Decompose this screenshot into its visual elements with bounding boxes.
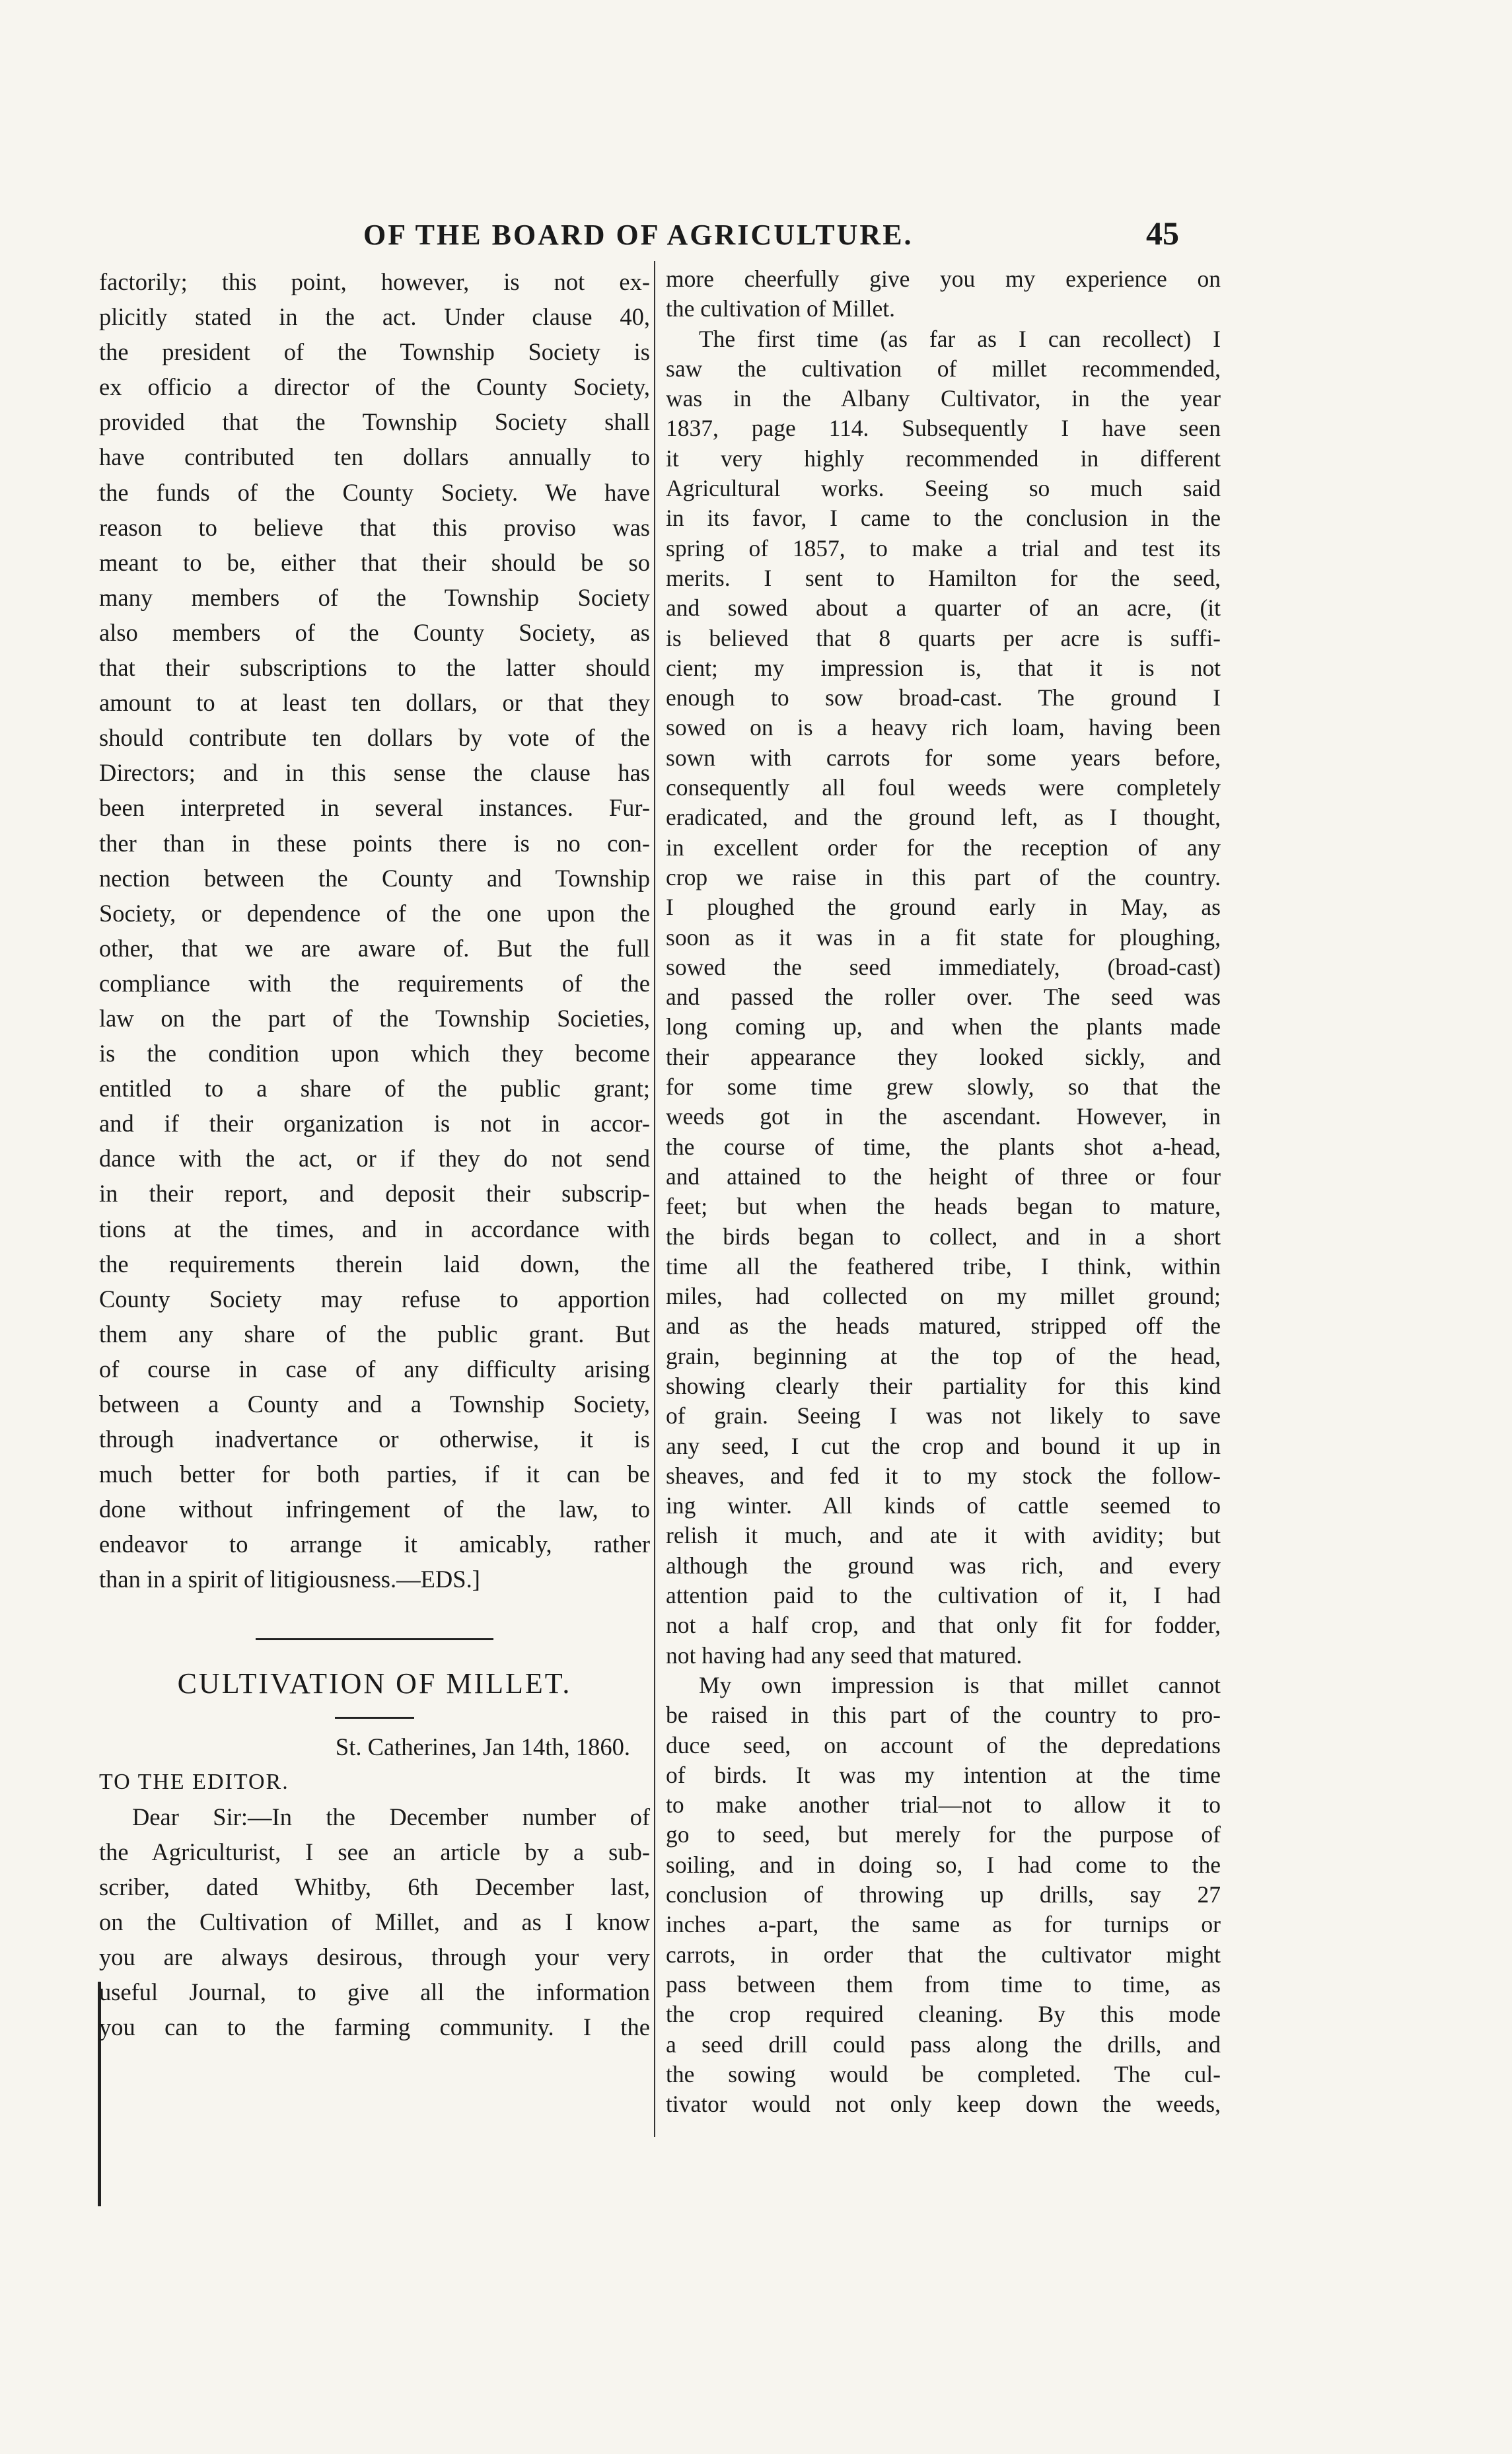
text-line: duce seed, on account of the depredations [666, 1731, 1221, 1758]
text-line: time all the feathered tribe, I think, within [666, 1252, 1221, 1280]
letter-body [99, 1799, 650, 2045]
text-line: My own impression is that millet cannot [699, 1671, 1221, 1698]
text-line: the crop required cleaning. By this mode [666, 2001, 1221, 2028]
text-line: than in a spirit of litigiousness.—EDS.] [99, 1566, 480, 1593]
text-line: in excellent order for the reception of any [666, 834, 1221, 861]
text-line: sown with carrots for some years before, [666, 744, 1221, 771]
section-divider [256, 1638, 493, 1640]
text-line: their appearance they looked sickly, and [666, 1043, 1221, 1070]
text-line: entitled to a share of the public grant; [99, 1075, 650, 1102]
text-line: the birds began to collect, and in a short [666, 1223, 1221, 1250]
text-line: tivator would not only keep down the weeds, [666, 2091, 1221, 2118]
text-line: should contribute ten dollars by vote of the [99, 724, 650, 752]
text-line: the requirements therein laid down, the [99, 1250, 650, 1278]
right-column [666, 264, 1221, 2119]
text-line: of grain. Seeing I was not likely to save [666, 1402, 1221, 1429]
text-line: soiling, and in doing so, I had come to the [666, 1851, 1221, 1878]
text-line: much better for both parties, if it can be [99, 1461, 650, 1488]
text-line: been interpreted in several instances. Fur- [99, 794, 650, 822]
text-line: grain, beginning at the top of the head, [666, 1342, 1221, 1369]
text-line: be raised in this part of the country to pro- [666, 1702, 1221, 1729]
text-line: law on the part of the Township Societies, [99, 1004, 650, 1032]
text-line: pass between them from time to time, as [666, 1970, 1221, 1998]
text-line: dance with the act, or if they do not send [99, 1145, 650, 1173]
text-line: the president of the Township Society is [99, 338, 650, 366]
text-line: compliance with the requirements of the [99, 969, 650, 997]
text-line: useful Journal, to give all the information [99, 1978, 650, 2006]
text-line: nection between the County and Township [99, 864, 650, 892]
text-line: soon as it was in a fit state for ploughing, [666, 923, 1221, 951]
text-line: them any share of the public grant. But [99, 1320, 650, 1348]
text-line: merits. I sent to Hamilton for the seed, [666, 564, 1221, 591]
text-line: crop we raise in this part of the country. [666, 863, 1221, 890]
text-line: not a half crop, and that only fit for fodder, [666, 1612, 1221, 1639]
left-column [99, 264, 650, 2044]
text-line: sowed on is a heavy rich loam, having been [666, 714, 1221, 741]
text-line: endeavor to arrange it amicably, rather [99, 1531, 650, 1558]
text-line: also members of the County Society, as [99, 618, 650, 646]
text-line: spring of 1857, to make a trial and test its [666, 534, 1221, 561]
dateline: St. Catherines, Jan 14th, 1860. [335, 1733, 630, 1760]
text-line: other, that we are aware of. But the full [99, 934, 650, 962]
text-line: inches a-part, the same as for turnips or [666, 1911, 1221, 1938]
text-line: conclusion of throwing up drills, say 27 [666, 1881, 1221, 1908]
text-line: weeds got in the ascendant. However, in [666, 1103, 1221, 1130]
text-line: many members of the Township Society [99, 583, 650, 611]
letter-continuation [666, 264, 1221, 2119]
text-line: the cultivation of Millet. [666, 295, 896, 322]
text-line: you can to the farming community. I the [99, 2013, 650, 2041]
text-line: not having had any seed that matured. [666, 1642, 1023, 1669]
text-line: and sowed about a quarter of an acre, (it [666, 595, 1221, 622]
text-line: that their subscriptions to the latter should [99, 654, 650, 682]
text-line: consequently all foul weeds were completely [666, 774, 1221, 801]
text-line: provided that the Township Society shall [99, 408, 650, 436]
text-line: to make another trial—not to allow it to [666, 1791, 1221, 1819]
text-line: you are always desirous, through your very [99, 1943, 650, 1971]
text-line: Society, or dependence of the one upon the [99, 899, 650, 927]
page-number: 45 [1146, 215, 1179, 252]
text-line: is the condition upon which they become [99, 1040, 650, 1067]
text-line: go to seed, but merely for the purpose of [666, 1821, 1221, 1848]
editorial-note [99, 264, 650, 1597]
text-line: amount to at least ten dollars, or that they [99, 689, 650, 717]
text-line: of course in case of any difficulty arising [99, 1355, 650, 1383]
salutation: TO THE EDITOR. [99, 1769, 289, 1794]
text-line: of birds. It was my intention at the time [666, 1761, 1221, 1788]
text-line: County Society may refuse to apportion [99, 1285, 650, 1313]
text-line: the Agriculturist, I see an article by a sub- [99, 1838, 650, 1865]
text-line: cient; my impression is, that it is not [666, 654, 1221, 681]
text-line: any seed, I cut the crop and bound it up in [666, 1432, 1221, 1459]
text-line: miles, had collected on my millet ground; [666, 1283, 1221, 1310]
text-line: reason to believe that this proviso was [99, 513, 650, 541]
text-line: is believed that 8 quarts per acre is suffi- [666, 624, 1221, 651]
text-line: saw the cultivation of millet recommended, [666, 355, 1221, 382]
text-line: more cheerfully give you my experience on [666, 266, 1221, 292]
text-line: and if their organization is not in accor- [99, 1110, 650, 1137]
text-line: on the Cultivation of Millet, and as I know [99, 1908, 650, 1936]
text-line: done without infringement of the law, to [99, 1496, 650, 1523]
text-line: showing clearly their partiality for this kind [666, 1372, 1221, 1399]
title-rule [335, 1717, 414, 1719]
text-line: long coming up, and when the plants made [666, 1013, 1221, 1040]
text-line: through inadvertance or otherwise, it is [99, 1425, 650, 1453]
text-line: relish it much, and ate it with avidity; but [666, 1522, 1221, 1549]
text-line: eradicated, and the ground left, as I thought, [666, 804, 1221, 831]
text-line: sheaves, and fed it to my stock the follow- [666, 1462, 1221, 1489]
text-line: it very highly recommended in different [666, 445, 1221, 472]
text-line: the course of time, the plants shot a-head, [666, 1133, 1221, 1160]
text-line: was in the Albany Cultivator, in the year [666, 385, 1221, 412]
text-line: and passed the roller over. The seed was [666, 984, 1221, 1011]
text-line: The first time (as far as I can recollect) I [699, 325, 1221, 352]
text-line: and as the heads matured, stripped off the [666, 1313, 1221, 1340]
article-title: CULTIVATION OF MILLET. [177, 1667, 572, 1700]
text-line: plicitly stated in the act. Under clause 40, [99, 303, 650, 331]
running-head: OF THE BOARD OF AGRICULTURE. [363, 219, 914, 251]
text-line: I ploughed the ground early in May, as [666, 894, 1221, 921]
text-line: factorily; this point, however, is not ex- [99, 268, 650, 295]
text-line: Agricultural works. Seeing so much said [666, 475, 1221, 502]
text-line: meant to be, either that their should be so [99, 548, 650, 576]
text-line: the funds of the County Society. We have [99, 478, 650, 506]
text-line: 1837, page 114. Subsequently I have seen [666, 415, 1221, 442]
column-divider [654, 261, 655, 2137]
text-line: sowed the seed immediately, (broad-cast) [666, 953, 1221, 980]
text-line: between a County and a Township Society, [99, 1390, 650, 1418]
text-line: the sowing would be completed. The cul- [666, 2060, 1221, 2087]
text-line: carrots, in order that the cultivator might [666, 1941, 1221, 1968]
text-line: for some time grew slowly, so that the [666, 1073, 1221, 1101]
text-line: ex officio a director of the County Society, [99, 373, 650, 401]
text-line: although the ground was rich, and every [666, 1552, 1221, 1579]
text-line: in its favor, I came to the conclusion in the [666, 505, 1221, 532]
text-line: tions at the times, and in accordance with [99, 1215, 650, 1243]
text-line: a seed drill could pass along the drills, and [666, 2031, 1221, 2058]
text-line: scriber, dated Whitby, 6th December last, [99, 1873, 650, 1900]
text-line: have contributed ten dollars annually to [99, 443, 650, 471]
text-line: in their report, and deposit their subscrip- [99, 1180, 650, 1208]
text-line: and attained to the height of three or four [666, 1163, 1221, 1190]
text-line: ing winter. All kinds of cattle seemed to [666, 1492, 1221, 1519]
text-line: Dear Sir:—In the December number of [132, 1803, 650, 1830]
text-line: Directors; and in this sense the clause has [99, 759, 650, 787]
text-line: feet; but when the heads began to mature, [666, 1193, 1221, 1220]
text-line: attention paid to the cultivation of it, I had [666, 1582, 1221, 1609]
text-line: enough to sow broad-cast. The ground I [666, 684, 1221, 711]
text-line: ther than in these points there is no con- [99, 829, 650, 857]
